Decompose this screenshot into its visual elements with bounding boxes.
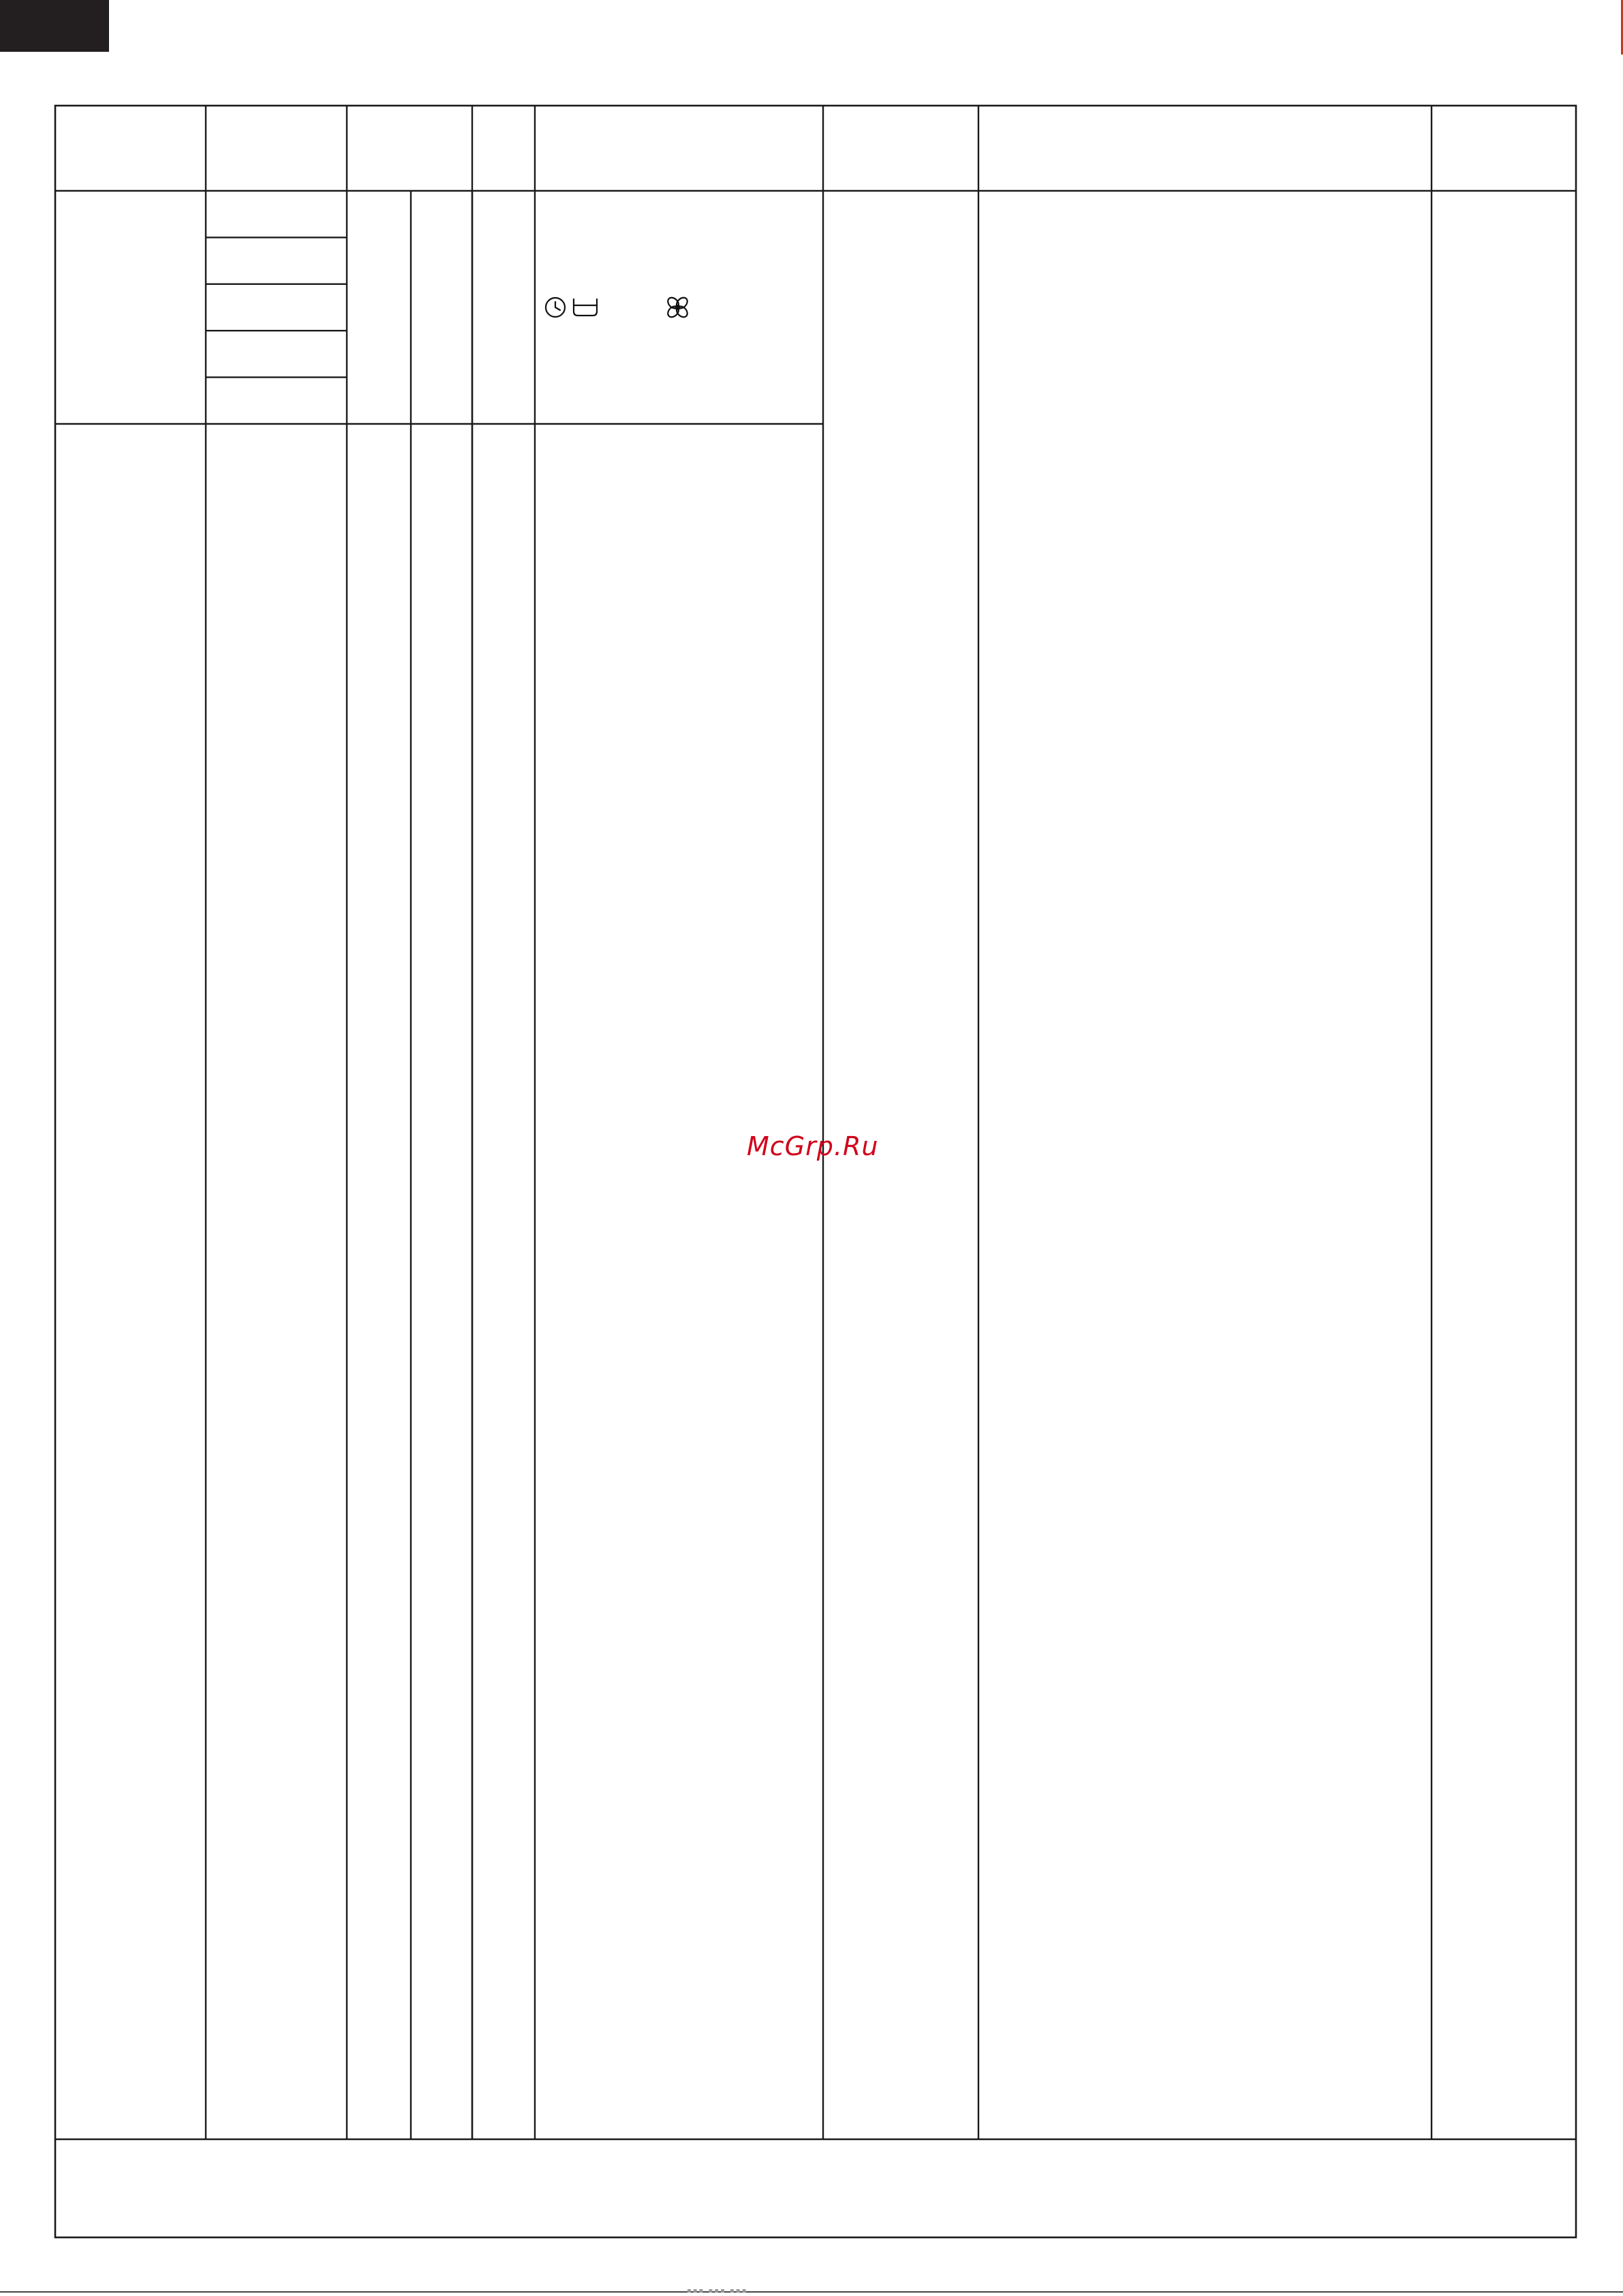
prewash-tub-icon — [574, 299, 597, 316]
footer-faint-mark: ▪▪▪ ▪▪▪ ▪▪▪ — [687, 2287, 748, 2295]
watermark-text: McGrp.Ru — [747, 1131, 879, 1161]
fan-icon — [666, 296, 690, 320]
table-outer-border — [55, 106, 1576, 2237]
footer-rule — [0, 2291, 1623, 2293]
timer-icon — [546, 298, 565, 317]
